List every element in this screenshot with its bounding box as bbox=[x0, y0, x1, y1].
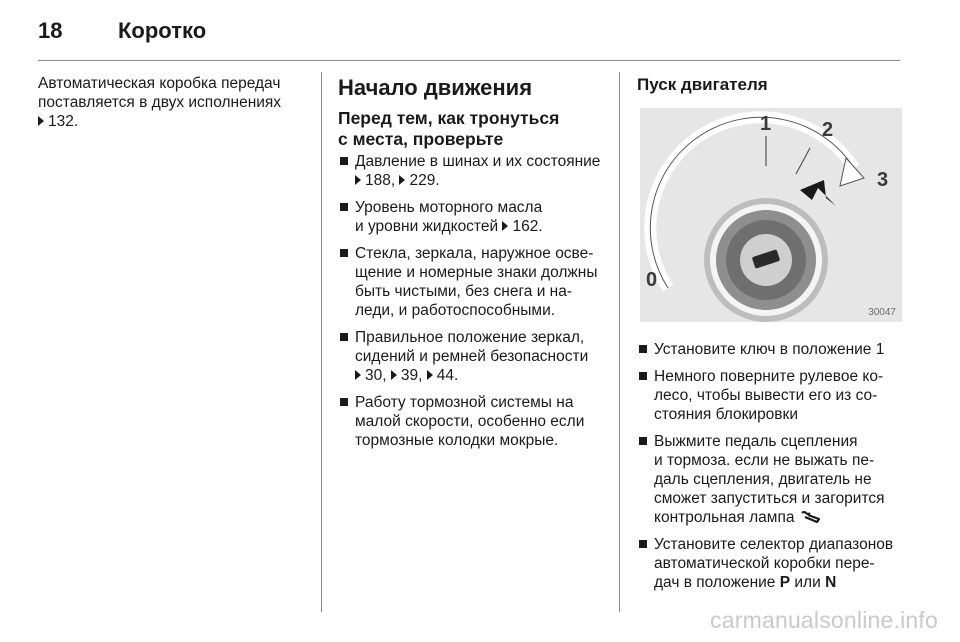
section-heading: Пуск двигателя bbox=[637, 75, 768, 94]
watermark: carmanualsonline.info bbox=[710, 607, 938, 633]
page-ref-arrow-icon bbox=[38, 116, 44, 126]
list-item: Немного поверните рулевое ко- лесо, чтобы вывести его из со- стояния блокировки bbox=[637, 367, 909, 424]
bullet-square-icon bbox=[340, 203, 348, 211]
page-reference[interactable]: 162. bbox=[502, 218, 542, 235]
list-item: Установите селектор диапазонов автоматической коробки пере- дач в положение P или N bbox=[637, 535, 909, 592]
gear-n-label: N bbox=[825, 574, 837, 591]
left-column bbox=[38, 74, 310, 131]
bullet-square-icon bbox=[340, 398, 348, 406]
bullet-square-icon bbox=[639, 345, 647, 353]
figure-id: 30047 bbox=[868, 307, 896, 318]
page-reference[interactable]: 132. bbox=[38, 112, 310, 131]
list-item: Стекла, зеркала, наружное осве- щение и номерные знаки должны быть чистыми, без снега и на- леди, и работоспособными. bbox=[338, 244, 610, 320]
bullet-square-icon bbox=[340, 333, 348, 341]
list-item: Уровень моторного масла и уровни жидкостей 162. bbox=[338, 198, 610, 236]
header-divider bbox=[38, 60, 900, 61]
right-column bbox=[637, 340, 909, 600]
ignition-diagram bbox=[640, 108, 902, 322]
bullet-square-icon bbox=[639, 437, 647, 445]
page-reference[interactable]: 30, bbox=[355, 367, 387, 384]
page-ref-arrow-icon bbox=[355, 175, 361, 185]
glow-plug-lamp-icon bbox=[801, 510, 821, 524]
left-text-line: поставляется в двух исполнениях bbox=[38, 94, 282, 111]
bullet-square-icon bbox=[340, 157, 348, 165]
turn-arrow-icon bbox=[800, 180, 836, 206]
page-reference[interactable]: 188, bbox=[355, 172, 395, 189]
bullet-square-icon bbox=[639, 540, 647, 548]
page-number: 18 bbox=[38, 18, 63, 43]
page-ref-arrow-icon bbox=[355, 370, 361, 380]
position-label-1: 1 bbox=[760, 113, 772, 135]
middle-column bbox=[338, 74, 610, 458]
page-ref-arrow-icon bbox=[399, 175, 405, 185]
position-label-2: 2 bbox=[822, 119, 834, 141]
list-item: Работу тормозной системы на малой скорости, особенно если тормозные колодки мокрые. bbox=[338, 393, 610, 450]
bullet-square-icon bbox=[639, 372, 647, 380]
start-engine-list bbox=[637, 340, 909, 592]
list-item: Давление в шинах и их состояние 188, 229. bbox=[338, 152, 610, 190]
page-reference[interactable]: 39, bbox=[391, 367, 423, 384]
gear-p-label: P bbox=[779, 574, 791, 591]
list-item: Правильное положение зеркал, сидений и ремней безопасности 30, 39, 44. bbox=[338, 328, 610, 385]
page-ref-arrow-icon bbox=[427, 370, 433, 380]
ignition-switch-figure bbox=[640, 108, 902, 322]
position-tick bbox=[796, 148, 810, 174]
page-reference[interactable]: 229. bbox=[399, 172, 439, 189]
check-list bbox=[338, 152, 610, 450]
page-ref-arrow-icon bbox=[502, 221, 508, 231]
page-header bbox=[38, 18, 206, 54]
left-text-line: Автоматическая коробка передач bbox=[38, 75, 281, 92]
bullet-square-icon bbox=[340, 249, 348, 257]
position-label-3: 3 bbox=[877, 169, 889, 191]
list-item: Установите ключ в положение 1 bbox=[637, 340, 909, 359]
section-heading: Начало движения bbox=[338, 75, 533, 100]
position-label-0: 0 bbox=[646, 269, 658, 291]
column-divider-right bbox=[619, 72, 620, 612]
page-title: Коротко bbox=[118, 18, 207, 43]
column-divider-left bbox=[321, 72, 322, 612]
page-reference[interactable]: 44. bbox=[427, 367, 459, 384]
subsection-heading: Перед тем, как тронуться с места, проверьте bbox=[338, 108, 560, 149]
right-column-heading-block bbox=[637, 74, 907, 97]
list-item: Выжмите педаль сцепления и тормоза. если не выжать пе- даль сцепления, двигатель не сможет запуститься и загорится контрольная лампа bbox=[637, 432, 909, 527]
page-ref-arrow-icon bbox=[391, 370, 397, 380]
